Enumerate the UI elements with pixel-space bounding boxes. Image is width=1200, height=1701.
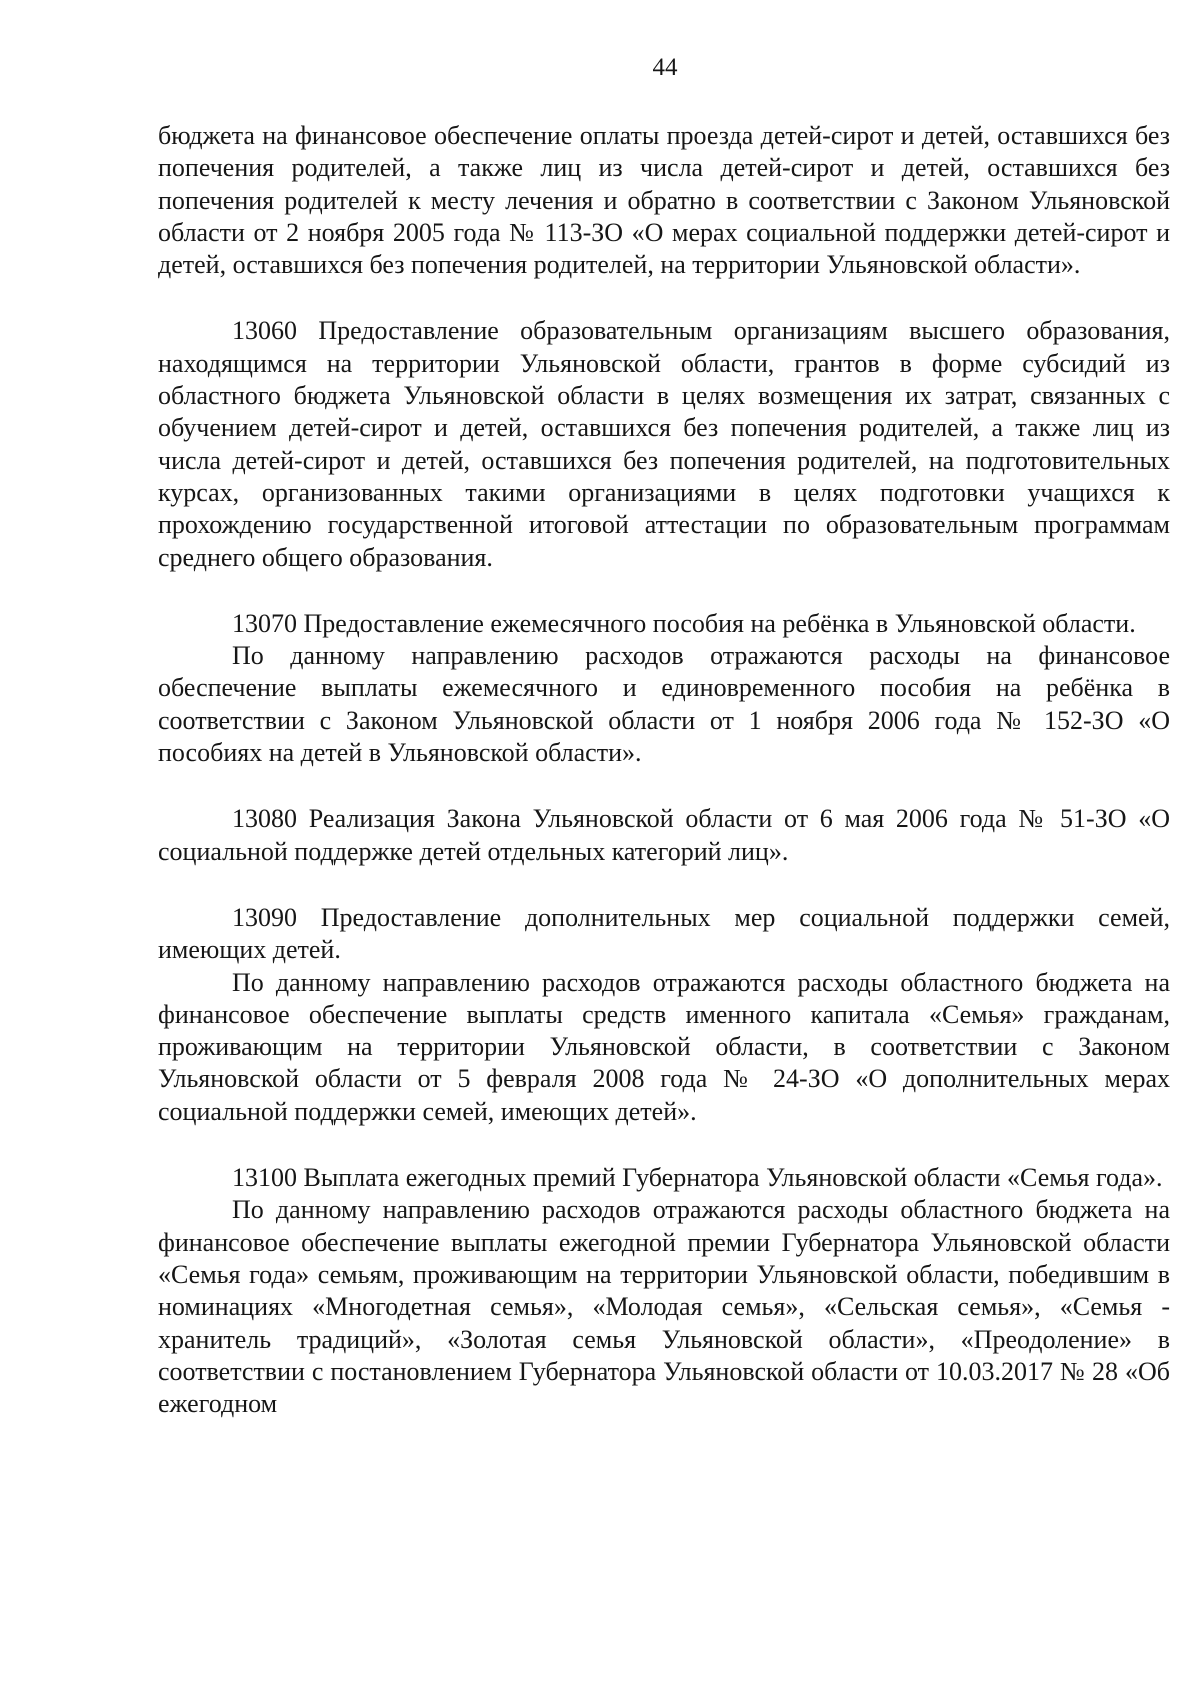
section-13080-heading: 13080 Реализация Закона Ульяновской области от 6 мая 2006 года № 51-ЗО «О социальной поддержке детей отдельных категорий лиц». bbox=[158, 804, 1170, 866]
paragraph-continuation: бюджета на финансовое обеспечение оплаты проезда детей-сирот и детей, оставшихся без попечения родителей, а также лиц из числа детей-сирот и детей, оставшихся без попечения родителей к месту лечения и обратно в соответствии с Законом Ульяновской области от 2 ноября 2005 года № 113-ЗО «О мерах социальной поддержки детей-сирот и детей, оставшихся без попечения родителей, на территории Ульяновской области». bbox=[158, 121, 1170, 280]
section-13100-heading: 13100 Выплата ежегодных премий Губернатора Ульяновской области «Семья года». bbox=[232, 1163, 1163, 1193]
document-body bbox=[158, 120, 1170, 1420]
section-13090-heading: 13090 Предоставление дополнительных мер социальной поддержки семей, имеющих детей. bbox=[158, 902, 1170, 965]
section-13060-heading: 13060 Предоставление образовательным организациям высшего образования, находящимся на территории Ульяновской области, грантов в форме субсидий из областного бюджета Ульяновской области в целях возмещения их затрат, связанных с обучением детей-сирот и детей, оставшихся без попечения родителей, а также лиц из числа детей-сирот и детей, оставшихся без попечения родителей, на подготовительных курсах, организованных такими организациями в целях подготовки учащихся к прохождению государственной итоговой аттестации по образовательным программам среднего общего образования. bbox=[158, 316, 1170, 572]
page-number: 44 bbox=[652, 54, 678, 81]
section-13090-description: По данному направлению расходов отражаются расходы областного бюджета на финансовое обеспечение выплаты средств именного капитала «Семья» гражданам, проживающим на территории Ульяновской области, в соответствии с Законом Ульяновской области от 5 февраля 2008 года № 24-ЗО «О дополнительных мерах социальной поддержки семей, имеющих детей». bbox=[158, 967, 1170, 1126]
section-13070-description: По данному направлению расходов отражаются расходы на финансовое обеспечение выплаты ежемесячного и единовременного пособия на ребёнка в соответствии с Законом Ульяновской области от 1 ноября 2006 года № 152-ЗО «О пособиях на детей в Ульяновской области». bbox=[158, 641, 1170, 768]
section-13070-heading: 13070 Предоставление ежемесячного пособия на ребёнка в Ульяновской области. bbox=[232, 608, 1136, 638]
section-13100-description: По данному направлению расходов отражаются расходы областного бюджета на финансовое обеспечение выплаты ежегодной премии Губернатора Ульяновской области «Семья года» семьям, проживающим на территории Ульяновской области, победившим в номинациях «Многодетная семья», «Молодая семья», «Сельская семья», «Семья - хранитель традиций», «Золотая семья Ульяновской области», «Преодоление» в соответствии с постановлением Губернатора Ульяновской области от 10.03.2017 № 28 «Об ежегодном bbox=[158, 1195, 1170, 1419]
